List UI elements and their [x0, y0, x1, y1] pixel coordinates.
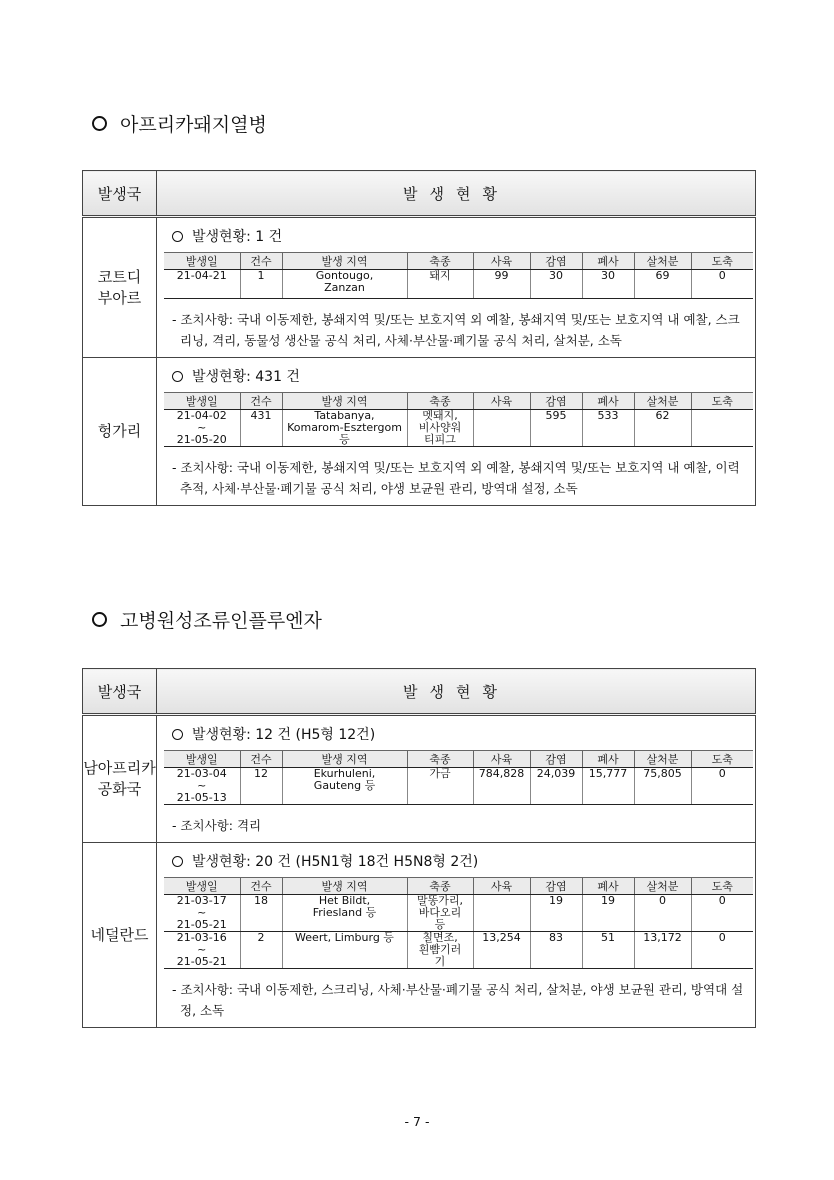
column-header: 축종	[407, 878, 473, 895]
header-status: 발생현황	[157, 171, 756, 217]
column-header: 발생일	[164, 878, 240, 895]
section-title-asf	[92, 110, 267, 137]
table-cell: 784,828	[473, 768, 530, 805]
table-cell: 15,777	[582, 768, 634, 805]
table-cell: 0	[634, 895, 691, 932]
table-cell: 83	[530, 932, 582, 969]
table-cell: Ekurhuleni, Gauteng 등	[282, 768, 407, 805]
column-header: 건수	[240, 751, 282, 768]
column-header: 감염	[530, 751, 582, 768]
column-header: 건수	[240, 253, 282, 270]
measures-text: - 조치사항: 국내 이동제한, 봉쇄지역 및/또는 보호지역 외 예찰, 봉쇄지역 및/또는 보호지역 내 예찰, 스크리닝, 격리, 동물성 생산물 공식 처리, 사체·부산물·폐기물 공식 처리, 살처분, 소독	[172, 312, 740, 348]
table-cell: 24,039	[530, 768, 582, 805]
column-header: 감염	[530, 878, 582, 895]
column-header: 폐사	[582, 751, 634, 768]
header-country: 발생국	[83, 669, 157, 715]
table-row	[164, 410, 753, 447]
column-header: 발생 지역	[282, 393, 407, 410]
outbreak-header-row	[164, 878, 753, 895]
table-cell: 533	[582, 410, 634, 447]
status-line	[172, 366, 748, 386]
hpai-table	[82, 668, 756, 1028]
outbreak-table	[164, 252, 753, 299]
table-cell: 13,172	[634, 932, 691, 969]
table-cell: 62	[634, 410, 691, 447]
column-header: 폐사	[582, 253, 634, 270]
table-cell: 12	[240, 768, 282, 805]
table-row	[164, 895, 753, 932]
measures-text: - 조치사항: 국내 이동제한, 봉쇄지역 및/또는 보호지역 외 예찰, 봉쇄지역 및/또는 보호지역 내 예찰, 이력추적, 사체·부산물·폐기물 공식 처리, 야생 보균원 관리, 방역대 설정, 소독	[172, 460, 740, 496]
table-header	[83, 669, 756, 715]
table-cell: 21-03-17 ~ 21-05-21	[164, 895, 240, 932]
status-cell	[157, 217, 756, 358]
table-cell: 30	[530, 270, 582, 299]
status-cell	[157, 715, 756, 843]
table-cell: 431	[240, 410, 282, 447]
section-title-text: 아프리카돼지열병	[120, 114, 267, 136]
column-header: 발생 지역	[282, 878, 407, 895]
status-cell	[157, 843, 756, 1028]
column-header: 사육	[473, 878, 530, 895]
measures-text: - 조치사항: 국내 이동제한, 스크리닝, 사체·부산물·폐기물 공식 처리, 살처분, 야생 보균원 관리, 방역대 설정, 소독	[172, 982, 744, 1018]
table-cell: 21-04-21	[164, 270, 240, 299]
column-header: 발생일	[164, 393, 240, 410]
status-text: 발생현황: 431 건	[192, 369, 300, 385]
column-header: 도축	[691, 878, 753, 895]
column-header: 발생일	[164, 253, 240, 270]
column-header: 폐사	[582, 878, 634, 895]
table-cell: 69	[634, 270, 691, 299]
column-header: 살처분	[634, 751, 691, 768]
column-header: 폐사	[582, 393, 634, 410]
section-title-hpai	[92, 606, 322, 633]
circle-bullet-icon	[172, 856, 183, 867]
column-header: 도축	[691, 751, 753, 768]
table-cell: 99	[473, 270, 530, 299]
outbreak-header-row	[164, 253, 753, 270]
table-cell	[473, 410, 530, 447]
country-name: 네덜란드	[83, 843, 157, 1028]
country-block	[83, 217, 756, 358]
column-header: 도축	[691, 393, 753, 410]
outbreak-header-row	[164, 751, 753, 768]
column-header: 발생일	[164, 751, 240, 768]
column-header: 발생 지역	[282, 253, 407, 270]
table-cell: 595	[530, 410, 582, 447]
column-header: 축종	[407, 751, 473, 768]
table-cell: 2	[240, 932, 282, 969]
table-cell: 13,254	[473, 932, 530, 969]
circle-bullet-icon	[172, 371, 183, 382]
status-text: 발생현황: 20 건 (H5N1형 18건 H5N8형 2건)	[192, 854, 479, 870]
table-header	[83, 171, 756, 217]
outbreak-header-row	[164, 393, 753, 410]
table-cell: 1	[240, 270, 282, 299]
table-row	[164, 932, 753, 969]
table-cell: 19	[530, 895, 582, 932]
table-cell: 돼지	[407, 270, 473, 299]
status-line	[172, 851, 748, 871]
column-header: 축종	[407, 393, 473, 410]
table-cell: Weert, Limburg 등	[282, 932, 407, 969]
country-name: 헝가리	[83, 358, 157, 506]
status-line	[172, 226, 748, 246]
status-line	[172, 724, 748, 744]
page-number: - 7 -	[404, 1114, 430, 1129]
column-header: 사육	[473, 751, 530, 768]
column-header: 도축	[691, 253, 753, 270]
outbreak-table	[164, 877, 753, 969]
table-cell	[473, 895, 530, 932]
header-status: 발생현황	[157, 669, 756, 715]
table-cell: 말똥가리, 바다오리 등	[407, 895, 473, 932]
outbreak-table	[164, 392, 753, 447]
circle-bullet-icon	[172, 729, 183, 740]
circle-bullet-icon	[172, 231, 183, 242]
table-cell: Tatabanya, Komarom-Esztergom 등	[282, 410, 407, 447]
column-header: 사육	[473, 253, 530, 270]
table-cell: 18	[240, 895, 282, 932]
column-header: 살처분	[634, 393, 691, 410]
country-block	[83, 358, 756, 506]
table-row	[164, 768, 753, 805]
table-cell: 19	[582, 895, 634, 932]
table-cell: 0	[691, 895, 753, 932]
column-header: 살처분	[634, 253, 691, 270]
circle-bullet-icon	[92, 612, 107, 627]
table-row	[164, 270, 753, 299]
table-cell: 가금	[407, 768, 473, 805]
table-cell: 칠면조, 흰뺨기러 기	[407, 932, 473, 969]
table-cell: 21-04-02 ~ 21-05-20	[164, 410, 240, 447]
column-header: 축종	[407, 253, 473, 270]
country-block	[83, 843, 756, 1028]
table-cell	[691, 410, 753, 447]
table-cell: 75,805	[634, 768, 691, 805]
section-title-text: 고병원성조류인플루엔자	[120, 610, 322, 632]
table-cell: 0	[691, 768, 753, 805]
column-header: 살처분	[634, 878, 691, 895]
country-name: 코트디 부아르	[83, 217, 157, 358]
status-cell	[157, 358, 756, 506]
measures-text: - 조치사항: 격리	[172, 818, 262, 833]
circle-bullet-icon	[92, 116, 107, 131]
country-block	[83, 715, 756, 843]
column-header: 감염	[530, 253, 582, 270]
table-cell: 21-03-04 ~ 21-05-13	[164, 768, 240, 805]
table-cell: 30	[582, 270, 634, 299]
table-cell: 0	[691, 932, 753, 969]
column-header: 건수	[240, 878, 282, 895]
status-text: 발생현황: 1 건	[192, 229, 283, 245]
table-cell: 0	[691, 270, 753, 299]
column-header: 감염	[530, 393, 582, 410]
table-cell: 51	[582, 932, 634, 969]
column-header: 발생 지역	[282, 751, 407, 768]
table-cell: Het Bildt, Friesland 등	[282, 895, 407, 932]
outbreak-table	[164, 750, 753, 805]
country-name: 남아프리카 공화국	[83, 715, 157, 843]
status-text: 발생현황: 12 건 (H5형 12건)	[192, 727, 376, 743]
table-cell: Gontougo, Zanzan	[282, 270, 407, 299]
header-country: 발생국	[83, 171, 157, 217]
asf-table	[82, 170, 756, 506]
column-header: 사육	[473, 393, 530, 410]
column-header: 건수	[240, 393, 282, 410]
table-cell: 21-03-16 ~ 21-05-21	[164, 932, 240, 969]
table-cell: 멧돼지, 비사양워 티피그	[407, 410, 473, 447]
